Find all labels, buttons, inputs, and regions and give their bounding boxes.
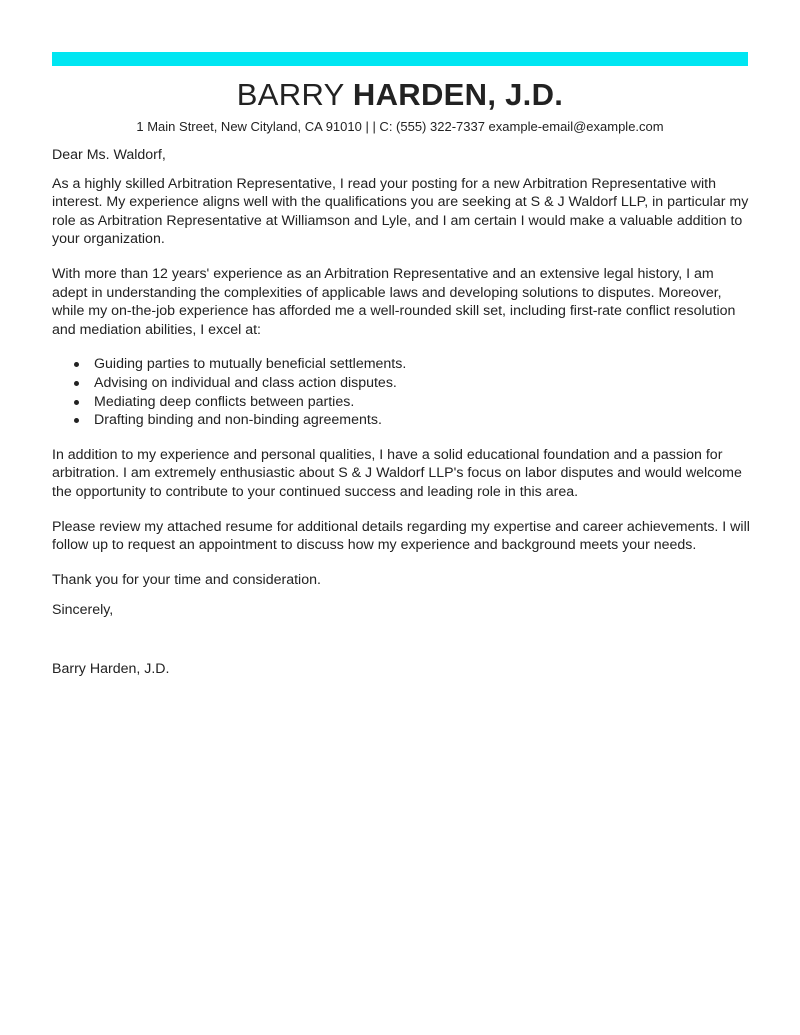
list-item — [94, 393, 752, 412]
paragraph-qualities: In addition to my experience and personal qualities, I have a solid educational foundation and a passion for arbitration. I am extremely enthusiastic about S & J Waldorf LLP's focus on labor disputes and would welcome the opportunity to contribute to your continued success and leading role in this area. — [52, 446, 742, 500]
bullet-icon — [74, 381, 79, 386]
signature-name: Barry Harden, J.D. — [52, 660, 170, 677]
salutation: Dear Ms. Waldorf, — [52, 147, 166, 163]
letter-body — [52, 146, 752, 694]
list-item — [94, 374, 752, 393]
paragraph-follow-up: Please review my attached resume for additional details regarding my expertise and career achievements. I will follow up to request an appointment to discuss how my experience and background meets your needs. — [52, 518, 750, 554]
bullet-icon — [74, 400, 79, 405]
applicant-last-name: HARDEN, J.D. — [352, 77, 564, 112]
paragraph-intro: As a highly skilled Arbitration Representative, I read your posting for a new Arbitration Representative with interest. My experience aligns well with the qualifications you are seeking at S & J Waldorf LLP, in particular my role as Arbitration Representative at Williamson and Lyle, and I am certain I would make a valuable addition to your organization. — [52, 175, 749, 248]
list-item-text: Advising on individual and class action disputes. — [94, 374, 397, 391]
applicant-name — [52, 76, 748, 114]
list-item-text: Drafting binding and non-binding agreements. — [94, 412, 382, 429]
list-item-text: Mediating deep conflicts between parties. — [94, 393, 355, 410]
list-item-text: Guiding parties to mutually beneficial settlements. — [94, 356, 407, 373]
list-item — [94, 355, 752, 374]
paragraph-experience: With more than 12 years' experience as an Arbitration Representative and an extensive legal history, I am adept in understanding the complexities of applicable laws and developing solutions to disputes. Moreover, while my on-the-job experience has afforded me a well-rounded skill set, including first-rate conflict resolution and mediation abilities, I excel at: — [52, 265, 736, 338]
contact-info: 1 Main Street, New Cityland, CA 91010 | | C: (555) 322-7337 example-email@example.com — [136, 119, 664, 134]
list-item — [94, 411, 752, 430]
sign-off: Sincerely, — [52, 602, 114, 619]
bullet-icon — [74, 418, 79, 423]
header-accent-bar — [52, 52, 748, 66]
skills-list — [52, 355, 752, 429]
bullet-icon — [74, 362, 79, 367]
closing-thanks: Thank you for your time and consideration. — [52, 571, 321, 588]
applicant-first-name: BARRY — [236, 77, 353, 112]
